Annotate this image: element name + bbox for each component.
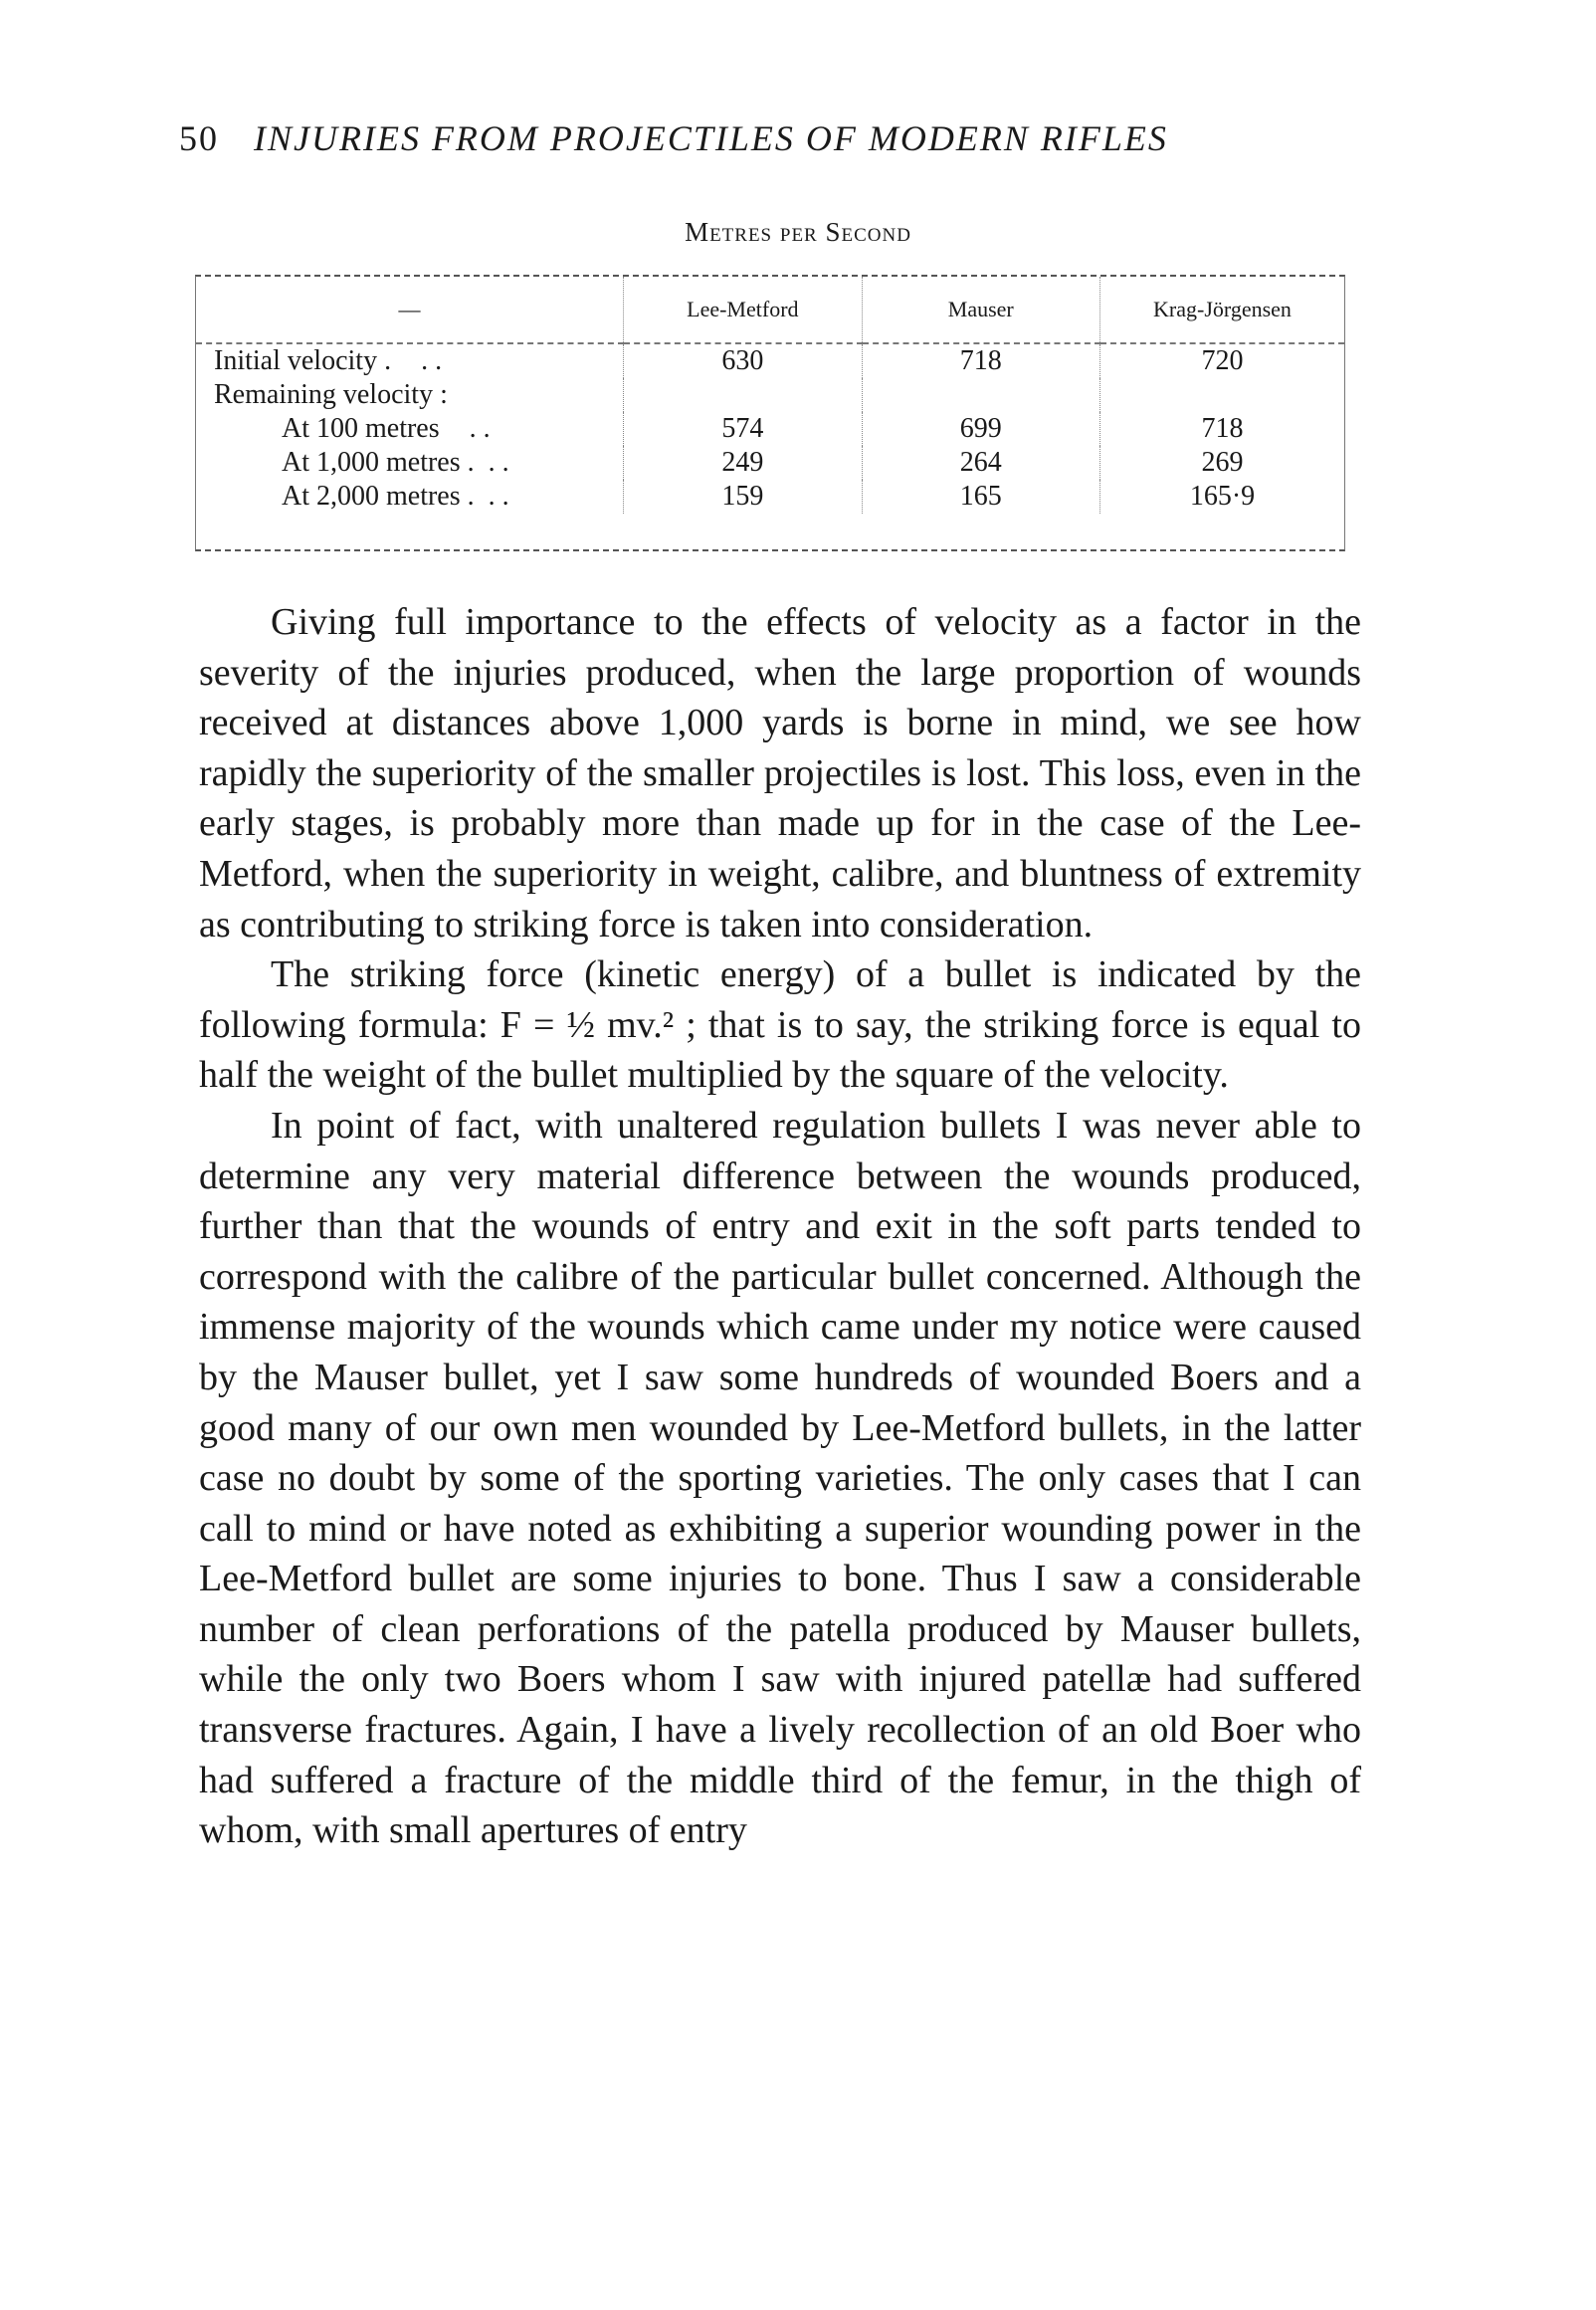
column-header-mauser: Mauser bbox=[862, 277, 1099, 343]
page-header bbox=[179, 117, 1363, 159]
cell-mauser: 699 bbox=[862, 412, 1099, 446]
table-row bbox=[196, 378, 1344, 412]
cell-lee-metford: 574 bbox=[624, 412, 862, 446]
column-header-lee-metford: Lee-Metford bbox=[624, 277, 862, 343]
velocity-table-grid bbox=[196, 277, 1344, 514]
cell-mauser: 718 bbox=[862, 343, 1099, 378]
cell-krag-jorgensen: 269 bbox=[1099, 446, 1344, 480]
row-label: At 2,000 metres . . . bbox=[282, 481, 509, 512]
cell-lee-metford: 249 bbox=[624, 446, 862, 480]
cell-krag-jorgensen bbox=[1099, 378, 1344, 412]
paragraph-velocity-importance: Giving full importance to the effects of velocity as a factor in the severity of the injuries produced, when the large proportion of wounds received at distances above 1,000 yards is borne in mind, we see how rapidly the superiority of the smaller projectiles is lost. This loss, even in the early stages, is probably more than made up for in the case of the Lee-Metford, when the superiority in weight, calibre, and bluntness of extremity as contributing to striking force is taken into consideration. bbox=[199, 601, 1361, 945]
cell-mauser bbox=[862, 378, 1099, 412]
body-text bbox=[199, 597, 1361, 1856]
table-caption: Metres per Second bbox=[685, 217, 911, 247]
column-header-krag-jorgensen: Krag-Jörgensen bbox=[1099, 277, 1344, 343]
table-row bbox=[196, 412, 1344, 446]
running-title: INJURIES FROM PROJECTILES OF MODERN RIFLES bbox=[254, 118, 1168, 158]
page-number: 50 bbox=[179, 118, 219, 158]
paragraph-point-of-fact: In point of fact, with unaltered regulation bullets I was never able to determine any very material difference between the wounds produced, further than that the wounds of entry and exit in the soft parts tended to correspond with the calibre of the particular bullet concerned. Although the immense majority of the wounds which came under my notice were caused by the Mauser bullet, yet I saw some hundreds of wounded Boers and a good many of our own men wounded by Lee-Metford bullets, in the latter case no doubt by some of the sporting varieties. The only cases that I can call to mind or have noted as exhibiting a superior wounding power in the Lee-Metford bullet are some injuries to bone. Thus I saw a considerable number of clean perforations of the patella produced by Mauser bullets, while the only two Boers whom I saw with injured patellæ had suffered transverse fractures. Again, I have a lively recollection of an old Boer who had suffered a fracture of the middle third of the femur, in the thigh of whom, with small apertures of entry bbox=[199, 1104, 1361, 1852]
column-header-label: — bbox=[196, 277, 624, 343]
cell-mauser: 264 bbox=[862, 446, 1099, 480]
table-row bbox=[196, 480, 1344, 514]
cell-lee-metford bbox=[624, 378, 862, 412]
paragraph-striking-force-formula: The striking force (kinetic energy) of a bullet is indicated by the following formula: F = ½ mv.² ; that is to say, the striking force is equal to half the weight of the bullet multiplied by the square of the velocity. bbox=[199, 953, 1361, 1097]
cell-krag-jorgensen: 720 bbox=[1099, 343, 1344, 378]
cell-krag-jorgensen: 165·9 bbox=[1099, 480, 1344, 514]
table-row bbox=[196, 343, 1344, 378]
table-row bbox=[196, 446, 1344, 480]
cell-lee-metford: 159 bbox=[624, 480, 862, 514]
cell-lee-metford: 630 bbox=[624, 343, 862, 378]
row-label: Remaining velocity : bbox=[214, 379, 448, 410]
cell-mauser: 165 bbox=[862, 480, 1099, 514]
velocity-table bbox=[195, 275, 1345, 551]
row-label: At 1,000 metres . . . bbox=[282, 447, 509, 478]
cell-krag-jorgensen: 718 bbox=[1099, 412, 1344, 446]
row-label: Initial velocity . . . bbox=[214, 345, 443, 376]
table-header-row bbox=[196, 277, 1344, 343]
row-label: At 100 metres . . bbox=[282, 413, 491, 444]
